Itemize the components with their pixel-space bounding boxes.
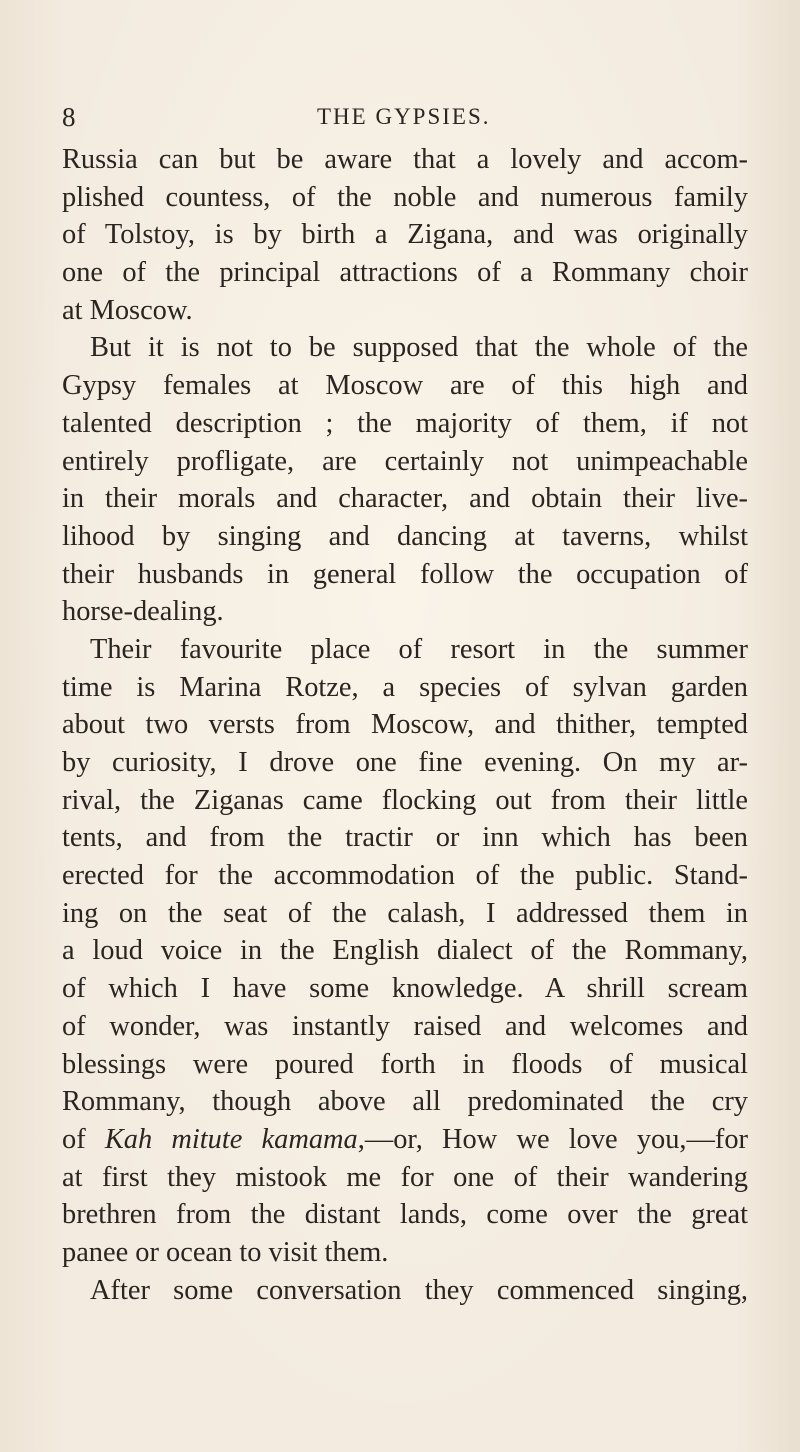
body-text <box>62 141 748 1309</box>
text-line: of Tolstoy, is by birth a Zigana, and was originally <box>62 219 748 251</box>
text-line: at first they mistook me for one of their wandering <box>62 1161 748 1193</box>
page-number: 8 <box>62 102 76 132</box>
text-line: plished countess, of the noble and numerous family <box>62 181 748 213</box>
text-line: by curiosity, I drove one fine evening. On my ar- <box>62 747 748 778</box>
text-line: a loud voice in the English dialect of the Rommany, <box>62 935 748 967</box>
text-line: horse-dealing. <box>62 596 224 628</box>
text-line: Rommany, though above all predominated the cry <box>62 1086 748 1118</box>
text-line: of wonder, was instantly raised and welcomes and <box>62 1010 748 1042</box>
text-line: blessings were poured forth in floods of musical <box>62 1048 748 1080</box>
text-line: about two versts from Moscow, and thither, tempted <box>62 709 748 741</box>
text-segment: ,—or, How we love you,—for <box>357 1123 749 1155</box>
text-line <box>62 1121 748 1159</box>
text-line: lihood by singing and dancing at taverns, whilst <box>62 520 748 552</box>
text-line: tents, and from the tractir or inn which has been <box>62 822 748 854</box>
text-line: brethren from the distant lands, come over the great <box>62 1199 748 1231</box>
text-line: time is Marina Rotze, a species of sylvan garden <box>62 671 748 703</box>
text-line: entirely profligate, are certainly not unimpeachable <box>62 445 748 477</box>
text-line: of which I have some knowledge. A shrill scream <box>62 973 748 1005</box>
text-line: erected for the accommodation of the public. Stand- <box>62 860 748 892</box>
text-line: ing on the seat of the calash, I addressed them in <box>62 897 748 929</box>
text-line: panee or ocean to visit them. <box>62 1236 389 1268</box>
text-line: one of the principal attractions of a Rommany choir <box>62 257 748 289</box>
text-line: rival, the Ziganas came flocking out from their little <box>62 784 748 816</box>
text-line: After some conversation they commenced singing, <box>90 1274 748 1306</box>
text-line: Their favourite place of resort in the summer <box>90 633 748 665</box>
text-line: Russia can but be aware that a lovely and accom- <box>62 144 748 175</box>
text-line: in their morals and character, and obtain their live- <box>62 483 748 515</box>
page-header <box>62 102 702 136</box>
text-line: But it is not to be supposed that the whole of the <box>90 332 748 364</box>
running-head: THE GYPSIES. <box>317 104 491 129</box>
italic-phrase: Kah mitute kamama <box>104 1123 358 1155</box>
text-line: at Moscow. <box>62 294 193 326</box>
text-line: Gypsy females at Moscow are of this high and <box>62 370 748 402</box>
text-line: their husbands in general follow the occupation of <box>62 558 748 590</box>
text-line: talented description ; the majority of them, if not <box>62 407 748 439</box>
text-segment: of <box>62 1123 105 1155</box>
